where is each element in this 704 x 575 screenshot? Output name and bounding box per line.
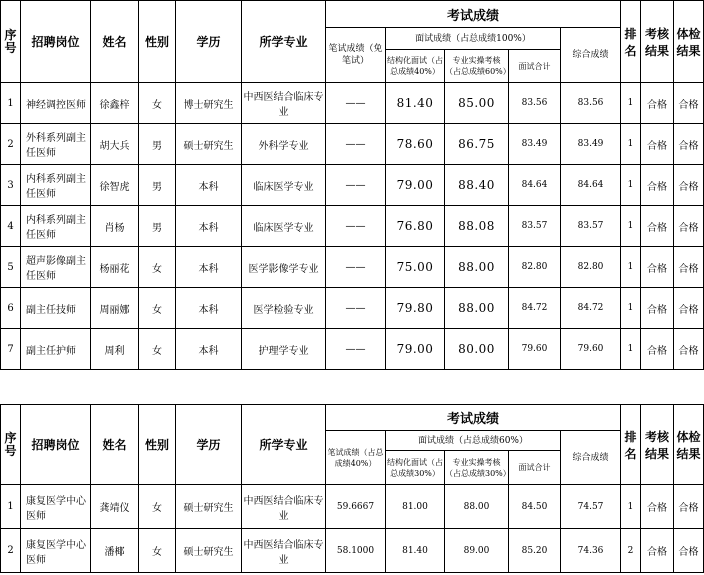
table-row xyxy=(1,247,704,288)
cell-interview-total: 84.72 xyxy=(509,288,561,329)
cell-name: 潘椰 xyxy=(91,529,139,573)
header-composite: 综合成绩 xyxy=(561,28,621,83)
cell-major: 外科学专业 xyxy=(242,124,326,165)
cell-assessment: 合格 xyxy=(641,529,674,573)
table-row xyxy=(1,124,704,165)
cell-written: —— xyxy=(326,124,386,165)
cell-practical: 89.00 xyxy=(445,529,509,573)
cell-written: —— xyxy=(326,83,386,124)
cell-physical: 合格 xyxy=(674,485,704,529)
cell-position: 副主任护师 xyxy=(21,329,91,370)
cell-gender: 女 xyxy=(139,329,176,370)
cell-education: 本科 xyxy=(176,165,242,206)
cell-position: 超声影像副主任医师 xyxy=(21,247,91,288)
cell-composite: 84.72 xyxy=(561,288,621,329)
cell-assessment: 合格 xyxy=(641,124,674,165)
header-seq: 序号 xyxy=(1,405,21,485)
cell-practical: 86.75 xyxy=(445,124,509,165)
cell-composite: 83.56 xyxy=(561,83,621,124)
cell-gender: 女 xyxy=(139,529,176,573)
cell-interview-total: 83.57 xyxy=(509,206,561,247)
cell-gender: 女 xyxy=(139,485,176,529)
cell-name: 周利 xyxy=(91,329,139,370)
cell-rank: 2 xyxy=(621,529,641,573)
table-row xyxy=(1,165,704,206)
cell-gender: 女 xyxy=(139,247,176,288)
cell-seq: 5 xyxy=(1,247,21,288)
header-position: 招聘岗位 xyxy=(21,1,91,83)
header-interview: 面试成绩（占总成绩100%） xyxy=(386,28,561,50)
cell-structured: 81.40 xyxy=(386,83,445,124)
cell-composite: 83.57 xyxy=(561,206,621,247)
header-physical: 体检结果 xyxy=(674,1,704,83)
cell-interview-total: 83.56 xyxy=(509,83,561,124)
header-written: 笔试成绩（占总成绩40%） xyxy=(326,431,386,485)
cell-assessment: 合格 xyxy=(641,329,674,370)
cell-position: 康复医学中心医师 xyxy=(21,529,91,573)
cell-name: 杨丽花 xyxy=(91,247,139,288)
header-name: 姓名 xyxy=(91,1,139,83)
cell-gender: 女 xyxy=(139,83,176,124)
cell-assessment: 合格 xyxy=(641,165,674,206)
cell-interview-total: 84.50 xyxy=(509,485,561,529)
cell-seq: 2 xyxy=(1,529,21,573)
table-row xyxy=(1,529,704,573)
cell-major: 中西医结合临床专业 xyxy=(242,529,326,573)
cell-seq: 3 xyxy=(1,165,21,206)
header-gender: 性别 xyxy=(139,1,176,83)
cell-practical: 88.00 xyxy=(445,247,509,288)
cell-practical: 88.00 xyxy=(445,485,509,529)
cell-major: 中西医结合临床专业 xyxy=(242,485,326,529)
cell-name: 徐智虎 xyxy=(91,165,139,206)
header-gender: 性别 xyxy=(139,405,176,485)
cell-name: 徐鑫梓 xyxy=(91,83,139,124)
cell-name: 胡大兵 xyxy=(91,124,139,165)
cell-position: 内科系列副主任医师 xyxy=(21,165,91,206)
cell-name: 龚靖仪 xyxy=(91,485,139,529)
header-name: 姓名 xyxy=(91,405,139,485)
cell-physical: 合格 xyxy=(674,247,704,288)
cell-major: 医学检验专业 xyxy=(242,288,326,329)
header-assessment: 考核结果 xyxy=(641,1,674,83)
cell-composite: 82.80 xyxy=(561,247,621,288)
header-structured: 结构化面试（占总成绩30%） xyxy=(386,451,445,485)
cell-position: 神经调控医师 xyxy=(21,83,91,124)
cell-written: —— xyxy=(326,206,386,247)
header-interview-total: 面试合计 xyxy=(509,50,561,83)
cell-composite: 84.64 xyxy=(561,165,621,206)
cell-composite: 74.57 xyxy=(561,485,621,529)
cell-assessment: 合格 xyxy=(641,485,674,529)
results-table-2 xyxy=(0,404,704,573)
cell-written: 59.6667 xyxy=(326,485,386,529)
cell-physical: 合格 xyxy=(674,529,704,573)
cell-seq: 6 xyxy=(1,288,21,329)
header-rank: 排名 xyxy=(621,405,641,485)
cell-rank: 1 xyxy=(621,83,641,124)
cell-written: —— xyxy=(326,288,386,329)
cell-structured: 78.60 xyxy=(386,124,445,165)
header-position: 招聘岗位 xyxy=(21,405,91,485)
cell-education: 硕士研究生 xyxy=(176,485,242,529)
cell-practical: 88.40 xyxy=(445,165,509,206)
cell-physical: 合格 xyxy=(674,165,704,206)
cell-interview-total: 79.60 xyxy=(509,329,561,370)
cell-interview-total: 85.20 xyxy=(509,529,561,573)
table-row xyxy=(1,485,704,529)
cell-major: 临床医学专业 xyxy=(242,165,326,206)
header-physical: 体检结果 xyxy=(674,405,704,485)
cell-gender: 女 xyxy=(139,288,176,329)
cell-composite: 74.36 xyxy=(561,529,621,573)
cell-education: 本科 xyxy=(176,247,242,288)
table-row xyxy=(1,329,704,370)
cell-position: 康复医学中心医师 xyxy=(21,485,91,529)
cell-position: 外科系列副主任医师 xyxy=(21,124,91,165)
cell-written: —— xyxy=(326,329,386,370)
header-seq: 序号 xyxy=(1,1,21,83)
cell-position: 副主任技师 xyxy=(21,288,91,329)
header-major: 所学专业 xyxy=(242,405,326,485)
cell-physical: 合格 xyxy=(674,288,704,329)
header-exam-scores: 考试成绩 xyxy=(326,1,621,28)
header-practical: 专业实操考核（占总成绩30%） xyxy=(445,451,509,485)
cell-rank: 1 xyxy=(621,485,641,529)
cell-rank: 1 xyxy=(621,206,641,247)
header-education: 学历 xyxy=(176,1,242,83)
cell-physical: 合格 xyxy=(674,83,704,124)
cell-seq: 7 xyxy=(1,329,21,370)
table-row xyxy=(1,206,704,247)
header-major: 所学专业 xyxy=(242,1,326,83)
cell-physical: 合格 xyxy=(674,206,704,247)
cell-practical: 88.08 xyxy=(445,206,509,247)
cell-rank: 1 xyxy=(621,288,641,329)
cell-written: 58.1000 xyxy=(326,529,386,573)
cell-education: 硕士研究生 xyxy=(176,529,242,573)
cell-name: 周丽娜 xyxy=(91,288,139,329)
cell-practical: 85.00 xyxy=(445,83,509,124)
header-structured: 结构化面试（占总成绩40%） xyxy=(386,50,445,83)
header-assessment: 考核结果 xyxy=(641,405,674,485)
header-exam-scores: 考试成绩 xyxy=(326,405,621,431)
cell-name: 肖杨 xyxy=(91,206,139,247)
cell-written: —— xyxy=(326,165,386,206)
cell-education: 本科 xyxy=(176,288,242,329)
cell-gender: 男 xyxy=(139,124,176,165)
cell-assessment: 合格 xyxy=(641,288,674,329)
cell-structured: 81.00 xyxy=(386,485,445,529)
header-interview-total: 面试合计 xyxy=(509,451,561,485)
cell-position: 内科系列副主任医师 xyxy=(21,206,91,247)
cell-composite: 83.49 xyxy=(561,124,621,165)
cell-structured: 81.40 xyxy=(386,529,445,573)
cell-education: 本科 xyxy=(176,329,242,370)
cell-seq: 2 xyxy=(1,124,21,165)
header-rank: 排名 xyxy=(621,1,641,83)
cell-written: —— xyxy=(326,247,386,288)
cell-interview-total: 82.80 xyxy=(509,247,561,288)
cell-structured: 75.00 xyxy=(386,247,445,288)
cell-seq: 4 xyxy=(1,206,21,247)
cell-education: 博士研究生 xyxy=(176,83,242,124)
header-interview: 面试成绩（占总成绩60%） xyxy=(386,431,561,451)
cell-assessment: 合格 xyxy=(641,206,674,247)
header-written: 笔试成绩（免笔试） xyxy=(326,28,386,83)
cell-structured: 76.80 xyxy=(386,206,445,247)
cell-rank: 1 xyxy=(621,124,641,165)
cell-structured: 79.00 xyxy=(386,329,445,370)
cell-structured: 79.80 xyxy=(386,288,445,329)
cell-major: 临床医学专业 xyxy=(242,206,326,247)
cell-gender: 男 xyxy=(139,165,176,206)
cell-practical: 80.00 xyxy=(445,329,509,370)
table-row xyxy=(1,83,704,124)
cell-gender: 男 xyxy=(139,206,176,247)
cell-education: 本科 xyxy=(176,206,242,247)
cell-seq: 1 xyxy=(1,83,21,124)
header-practical: 专业实操考核（占总成绩60%） xyxy=(445,50,509,83)
cell-interview-total: 83.49 xyxy=(509,124,561,165)
cell-structured: 79.00 xyxy=(386,165,445,206)
cell-education: 硕士研究生 xyxy=(176,124,242,165)
header-education: 学历 xyxy=(176,405,242,485)
cell-major: 医学影像学专业 xyxy=(242,247,326,288)
cell-rank: 1 xyxy=(621,165,641,206)
cell-composite: 79.60 xyxy=(561,329,621,370)
cell-assessment: 合格 xyxy=(641,83,674,124)
cell-physical: 合格 xyxy=(674,329,704,370)
cell-interview-total: 84.64 xyxy=(509,165,561,206)
cell-practical: 88.00 xyxy=(445,288,509,329)
cell-physical: 合格 xyxy=(674,124,704,165)
cell-rank: 1 xyxy=(621,329,641,370)
cell-seq: 1 xyxy=(1,485,21,529)
cell-major: 中西医结合临床专业 xyxy=(242,83,326,124)
table-row xyxy=(1,288,704,329)
header-composite: 综合成绩 xyxy=(561,431,621,485)
cell-major: 护理学专业 xyxy=(242,329,326,370)
cell-assessment: 合格 xyxy=(641,247,674,288)
cell-rank: 1 xyxy=(621,247,641,288)
